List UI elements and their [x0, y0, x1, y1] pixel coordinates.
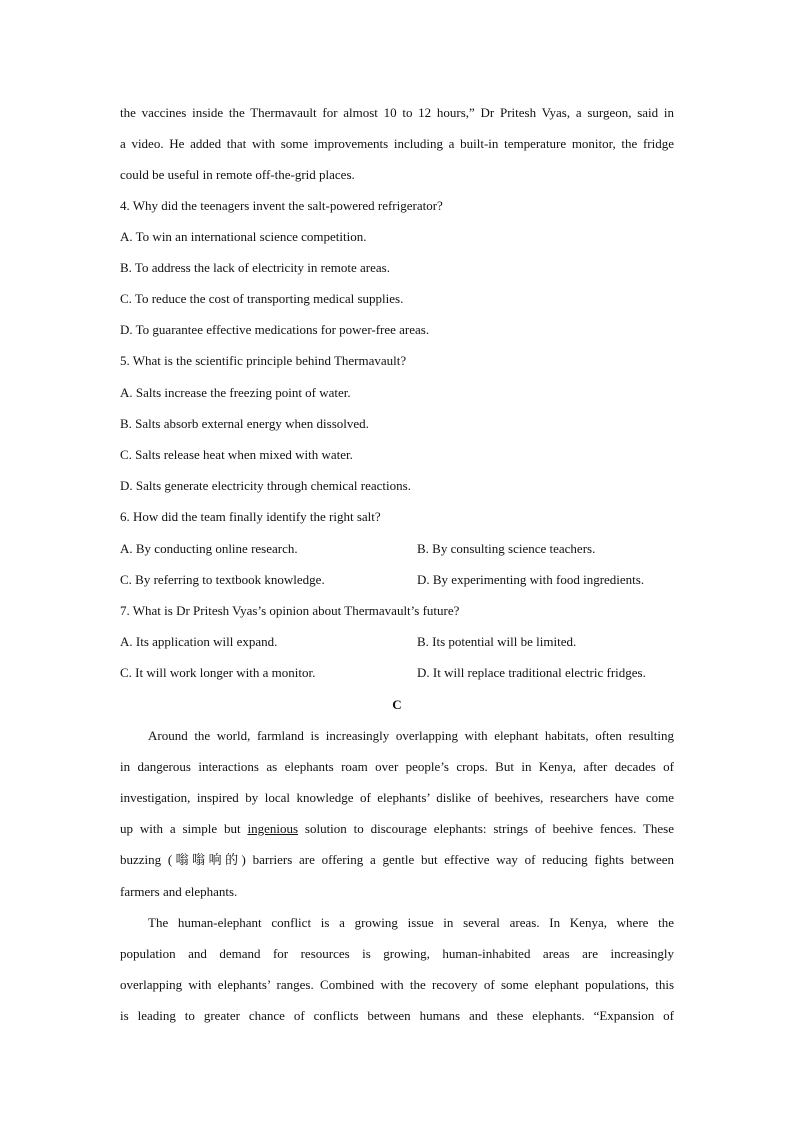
passage-b-line-3: could be useful in remote off-the-grid places. — [120, 167, 355, 182]
question-7-option-c: C. It will work longer with a monitor. — [120, 665, 316, 680]
question-7-option-a: A. Its application will expand. — [120, 634, 278, 649]
question-4-stem: 4. Why did the teenagers invent the salt-powered refrigerator? — [120, 198, 443, 213]
question-7-stem: 7. What is Dr Pritesh Vyas’s opinion about Thermavault’s future? — [120, 603, 460, 618]
section-c-p1-line-1: Around the world, farmland is increasingly overlapping with elephant habitats, often resulting — [148, 728, 674, 743]
section-c-p2-line-4: is leading to greater chance of conflicts between humans and these elephants. “Expansion of — [120, 1008, 674, 1023]
question-6-option-b: B. By consulting science teachers. — [417, 541, 596, 556]
passage-b-line-2: a video. He added that with some improvements including a built-in temperature monitor, the fridge — [120, 136, 674, 151]
question-4-option-b: B. To address the lack of electricity in remote areas. — [120, 260, 390, 275]
section-c-heading: C — [392, 697, 402, 712]
question-5-option-b: B. Salts absorb external energy when dissolved. — [120, 416, 369, 431]
section-c-p1-line-2: in dangerous interactions as elephants roam over people’s crops. But in Kenya, after decades of — [120, 759, 674, 774]
question-5-stem: 5. What is the scientific principle behind Thermavault? — [120, 353, 407, 368]
question-6-option-a: A. By conducting online research. — [120, 541, 298, 556]
question-4-option-a: A. To win an international science competition. — [120, 229, 367, 244]
question-4-option-c: C. To reduce the cost of transporting medical supplies. — [120, 291, 404, 306]
section-c-p1-line-5: buzzing (嗡嗡响的) barriers are offering a gentle but effective way of reducing fights between — [120, 852, 674, 867]
question-4-option-d: D. To guarantee effective medications for power-free areas. — [120, 322, 430, 337]
section-c-p2-line-2: population and demand for resources is growing, human-inhabited areas are increasingly — [120, 946, 674, 961]
section-c-p2-line-1: The human-elephant conflict is a growing issue in several areas. In Kenya, where the — [148, 915, 674, 930]
passage-b-line-1: the vaccines inside the Thermavault for almost 10 to 12 hours,” Dr Pritesh Vyas, a surgeon, said in — [120, 105, 674, 120]
section-c-p1-line-4 — [120, 821, 674, 837]
line-4-prefix: up with a simple but — [120, 821, 248, 836]
question-5-option-d: D. Salts generate electricity through chemical reactions. — [120, 478, 411, 493]
section-c-p2-line-3: overlapping with elephants’ ranges. Combined with the recovery of some elephant populations, this — [120, 977, 674, 992]
question-7-option-d: D. It will replace traditional electric fridges. — [417, 665, 646, 680]
line-4-suffix: solution to discourage elephants: strings of beehive fences. These — [298, 821, 674, 836]
question-6-option-d: D. By experimenting with food ingredients. — [417, 572, 645, 587]
question-5-option-c: C. Salts release heat when mixed with water. — [120, 447, 353, 462]
question-6-option-c: C. By referring to textbook knowledge. — [120, 572, 325, 587]
question-5-option-a: A. Salts increase the freezing point of water. — [120, 385, 351, 400]
question-7-option-b: B. Its potential will be limited. — [417, 634, 577, 649]
section-c-p1-line-6: farmers and elephants. — [120, 884, 238, 899]
question-6-stem: 6. How did the team finally identify the right salt? — [120, 509, 381, 524]
underlined-word-ingenious: ingenious — [247, 821, 299, 836]
section-c-p1-line-3: investigation, inspired by local knowledge of elephants’ dislike of beehives, researchers have come — [120, 790, 674, 805]
